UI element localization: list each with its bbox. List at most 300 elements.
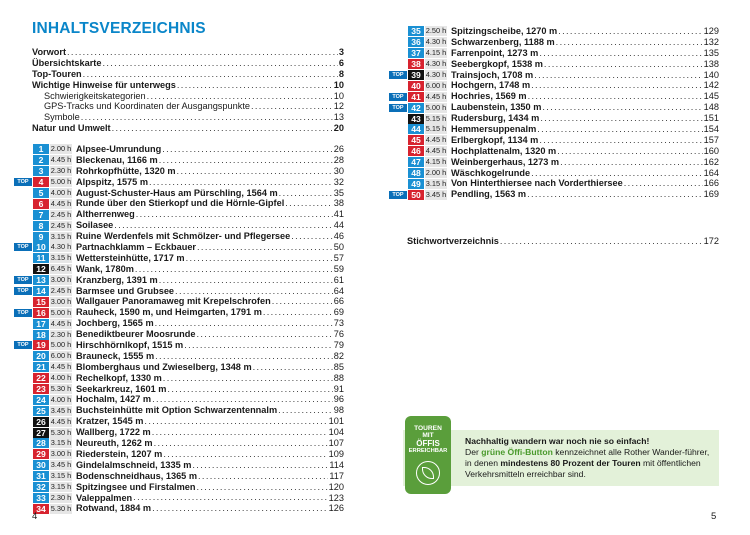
top-badge-empty — [389, 27, 407, 35]
tour-name: Schwarzenberg, 1188 m — [451, 36, 555, 47]
tour-number: 32 — [33, 482, 49, 492]
tour-page: 145 — [703, 91, 719, 102]
tour-entry[interactable] — [14, 155, 344, 166]
dot-leader — [500, 236, 703, 247]
tour-duration: 3.45 h — [50, 405, 72, 415]
dot-leader — [624, 178, 703, 189]
tour-duration: 2.30 h — [50, 166, 72, 176]
dot-leader — [557, 146, 702, 157]
toc-page: 20 — [333, 123, 344, 134]
dot-leader — [531, 80, 703, 91]
tour-name: Pendling, 1563 m — [451, 189, 527, 200]
tour-entry[interactable] — [389, 146, 719, 157]
toc-entry[interactable] — [32, 47, 344, 58]
top-badge: TOP — [389, 191, 407, 199]
tour-name: Neureuth, 1262 m — [76, 438, 153, 449]
toc-entry[interactable] — [32, 80, 344, 91]
dot-leader — [544, 59, 703, 70]
tour-duration: 3.15 h — [50, 471, 72, 481]
tour-name: Rechelkopf, 1330 m — [76, 372, 162, 383]
tour-entry[interactable] — [14, 220, 344, 231]
tour-name: Barmsee und Grubsee — [76, 285, 175, 296]
dot-leader — [558, 26, 702, 37]
tour-entry[interactable] — [389, 26, 719, 37]
tour-page: 73 — [333, 318, 344, 329]
tour-page: 109 — [328, 448, 344, 459]
tour-number: 43 — [408, 114, 424, 124]
tour-number: 29 — [33, 449, 49, 459]
tour-duration: 5.30 h — [50, 503, 72, 513]
tour-number: 47 — [408, 157, 424, 167]
tour-duration: 3.00 h — [50, 296, 72, 306]
tour-page: 157 — [703, 134, 719, 145]
tour-number: 5 — [33, 188, 49, 198]
tour-name: Kranzberg, 1391 m — [76, 274, 158, 285]
tour-name: Erlbergkopf, 1134 m — [451, 134, 539, 145]
toc-entry[interactable] — [32, 123, 344, 134]
tour-duration: 2.45 h — [50, 286, 72, 296]
tour-number: 24 — [33, 395, 49, 405]
tour-page: 132 — [703, 36, 719, 47]
dot-leader — [102, 58, 337, 69]
dot-leader — [163, 449, 327, 460]
top-badge-empty — [14, 145, 32, 153]
tour-name: Valeppalmen — [76, 492, 133, 503]
tour-page: 82 — [333, 350, 344, 361]
tour-number: 26 — [33, 417, 49, 427]
dot-leader — [192, 460, 328, 471]
top-badge: TOP — [14, 178, 32, 186]
tour-page: 46 — [333, 231, 344, 242]
dot-leader — [291, 231, 333, 242]
tour-page: 126 — [328, 503, 344, 514]
tour-entry[interactable] — [14, 493, 344, 504]
tour-name: Runde über den Stierkopf und die Hörnle-Gipfel — [76, 198, 285, 209]
tour-name: Hemmersuppenalm — [451, 124, 537, 135]
stichwort-page: 172 — [703, 236, 719, 246]
tour-name: Rohrkopfhütte, 1320 m — [76, 165, 176, 176]
tour-number: 7 — [33, 210, 49, 220]
top-badge-empty — [14, 200, 32, 208]
tour-entry[interactable] — [389, 157, 719, 168]
dot-leader — [114, 220, 332, 231]
top-badge-empty — [14, 298, 32, 306]
top-badge-empty — [14, 352, 32, 360]
tour-number: 39 — [408, 70, 424, 80]
stichwort-entry[interactable] — [407, 236, 719, 247]
tour-number: 48 — [408, 168, 424, 178]
tour-page: 30 — [333, 165, 344, 176]
dot-leader — [556, 37, 703, 48]
tour-number: 30 — [33, 460, 49, 470]
tour-duration: 5.00 h — [425, 102, 447, 112]
toc-page: 3 — [338, 46, 344, 57]
top-badge: TOP — [14, 341, 32, 349]
tour-page: 101 — [328, 416, 344, 427]
tour-page: 160 — [703, 145, 719, 156]
tour-entry[interactable] — [14, 166, 344, 177]
tour-page: 28 — [333, 154, 344, 165]
tour-duration: 4.00 h — [50, 373, 72, 383]
tour-entry[interactable] — [14, 231, 344, 242]
tour-name: Riederstein, 1207 m — [76, 448, 163, 459]
toc-label: Schwierigkeitskategorien — [44, 90, 146, 101]
tour-entry[interactable] — [14, 460, 344, 471]
toc-entry[interactable] — [32, 58, 344, 69]
tour-name: Wäschkogelrunde — [451, 167, 531, 178]
tour-entry[interactable] — [14, 177, 344, 188]
tour-entry[interactable] — [389, 124, 719, 135]
tour-duration: 3.00 h — [50, 275, 72, 285]
tour-name: Blomberghaus und Zwieselberg, 1348 m — [76, 361, 252, 372]
tour-entry[interactable] — [389, 168, 719, 179]
tour-entry[interactable] — [389, 91, 719, 102]
tour-duration: 4.45 h — [50, 198, 72, 208]
dot-leader — [162, 144, 333, 155]
tour-number: 18 — [33, 330, 49, 340]
tour-page: 69 — [333, 307, 344, 318]
tour-entry[interactable] — [389, 80, 719, 91]
dot-leader — [542, 102, 702, 113]
tour-number: 34 — [33, 504, 49, 514]
tour-entry[interactable] — [389, 37, 719, 48]
tour-entry[interactable] — [389, 102, 719, 113]
stichwort-label: Stichwortverzeichnis — [407, 236, 499, 246]
tour-duration: 4.45 h — [50, 155, 72, 165]
tour-duration: 3.15 h — [50, 253, 72, 263]
tour-number: 50 — [408, 190, 424, 200]
tour-entry[interactable] — [14, 503, 344, 514]
top-badge-empty — [14, 407, 32, 415]
tour-entry[interactable] — [14, 318, 344, 329]
oeffi-body-bold: mindestens 80 Prozent der Touren — [500, 458, 641, 468]
toc-entry[interactable] — [32, 69, 344, 80]
oeffi-body-green: grüne Öffi-Button — [481, 447, 553, 457]
oeffi-body-3: mit öffentlichen Verkehrsmitteln erreichbar sind. — [465, 458, 701, 479]
top-badge-empty — [14, 320, 32, 328]
tour-number: 35 — [408, 26, 424, 36]
tour-entry[interactable] — [14, 242, 344, 253]
dot-leader — [528, 91, 703, 102]
tour-name: Seekarkreuz, 1601 m — [76, 383, 167, 394]
top-badge: TOP — [14, 276, 32, 284]
tour-name: Rauheck, 1590 m, und Heimgarten, 1791 m — [76, 307, 262, 318]
dot-leader — [135, 264, 333, 275]
dot-leader — [167, 384, 332, 395]
toc-label: GPS-Tracks und Koordinaten der Ausgangspunkte — [44, 101, 250, 112]
top-badge-empty — [14, 211, 32, 219]
tour-name: Farrenpoint, 1273 m — [451, 47, 539, 58]
tour-number: 46 — [408, 146, 424, 156]
tour-name: Jochberg, 1565 m — [76, 318, 154, 329]
dot-leader — [81, 112, 333, 123]
tour-entry[interactable] — [389, 189, 719, 200]
tour-entry[interactable] — [14, 427, 344, 438]
tour-entry[interactable] — [14, 209, 344, 220]
tour-page: 32 — [333, 176, 344, 187]
tour-entry[interactable] — [14, 394, 344, 405]
dot-leader — [197, 242, 333, 253]
dot-leader — [67, 47, 338, 58]
tour-page: 120 — [328, 481, 344, 492]
tour-entry[interactable] — [14, 416, 344, 427]
dot-leader — [175, 286, 333, 297]
tour-page: 104 — [328, 427, 344, 438]
tour-name: Hochplattenalm, 1320 m — [451, 145, 557, 156]
top-badge: TOP — [389, 93, 407, 101]
toc-entry[interactable] — [32, 91, 344, 102]
oeffi-body-2: kennzeichnet alle Rother Wander-führer, in denen — [465, 447, 710, 468]
tour-entry[interactable] — [14, 264, 344, 275]
tour-name: Altherrenweg — [76, 209, 135, 220]
tour-entry[interactable] — [14, 198, 344, 209]
tour-entry[interactable] — [14, 351, 344, 362]
tour-duration: 3.15 h — [50, 231, 72, 241]
toc-page: 13 — [333, 112, 344, 123]
top-badge-empty — [389, 115, 407, 123]
tour-duration: 5.00 h — [50, 307, 72, 317]
tour-entry[interactable] — [389, 135, 719, 146]
tour-entry[interactable] — [389, 113, 719, 124]
top-badge: TOP — [14, 309, 32, 317]
dot-leader — [263, 307, 333, 318]
tour-page: 26 — [333, 144, 344, 154]
tour-duration: 3.45 h — [50, 460, 72, 470]
tour-number: 11 — [33, 253, 49, 263]
top-badge-empty — [14, 189, 32, 197]
tour-name: Brauneck, 1555 m — [76, 350, 155, 361]
tour-entry[interactable] — [14, 329, 344, 340]
tour-entry[interactable] — [14, 275, 344, 286]
toc-label: Wichtige Hinweise für unterwegs — [32, 79, 176, 90]
toc-list — [32, 47, 344, 134]
tour-page: 164 — [703, 167, 719, 178]
tour-number: 20 — [33, 351, 49, 361]
tour-number: 17 — [33, 319, 49, 329]
tour-entry[interactable] — [14, 405, 344, 416]
tour-duration: 5.15 h — [425, 124, 447, 134]
tour-duration: 4.45 h — [425, 91, 447, 101]
tour-entry[interactable] — [14, 144, 344, 155]
tour-entry[interactable] — [14, 188, 344, 199]
tour-entry[interactable] — [389, 48, 719, 59]
tour-name: Wank, 1780m — [76, 263, 134, 274]
tour-number: 8 — [33, 221, 49, 231]
page-title: INHALTSVERZEICHNIS — [32, 20, 206, 37]
tour-page: 148 — [703, 102, 719, 113]
tour-name: Wettersteinhütte, 1717 m — [76, 252, 185, 263]
tour-page: 44 — [333, 220, 344, 231]
top-badge-empty — [14, 450, 32, 458]
tour-number: 2 — [33, 155, 49, 165]
top-badge-empty — [14, 363, 32, 371]
tour-number: 22 — [33, 373, 49, 383]
tour-duration: 3.15 h — [50, 482, 72, 492]
tour-number: 13 — [33, 275, 49, 285]
tour-page: 169 — [703, 189, 719, 200]
tour-duration: 4.45 h — [50, 318, 72, 328]
tour-duration: 2.45 h — [50, 220, 72, 230]
tour-entry[interactable] — [14, 307, 344, 318]
tour-page: 61 — [333, 274, 344, 285]
dot-leader — [177, 166, 333, 177]
tour-entry[interactable] — [389, 59, 719, 70]
tour-entry[interactable] — [14, 373, 344, 384]
tour-duration: 5.15 h — [425, 113, 447, 123]
tour-entry[interactable] — [14, 286, 344, 297]
tour-duration: 4.15 h — [425, 48, 447, 58]
tour-page: 96 — [333, 394, 344, 405]
tour-page: 151 — [703, 113, 719, 124]
tour-entry[interactable] — [14, 340, 344, 351]
tour-duration: 3.00 h — [50, 449, 72, 459]
tour-page: 142 — [703, 80, 719, 91]
tour-page: 117 — [329, 470, 344, 481]
top-badge-empty — [14, 461, 32, 469]
tour-number: 3 — [33, 166, 49, 176]
oeffi-badge — [405, 416, 451, 494]
tour-duration: 4.45 h — [425, 135, 447, 145]
tour-page: 114 — [329, 459, 344, 470]
toc-page: 10 — [333, 90, 344, 101]
tour-number: 33 — [33, 493, 49, 503]
tour-number: 45 — [408, 135, 424, 145]
tour-name: Hochgern, 1748 m — [451, 80, 531, 91]
tour-number: 23 — [33, 384, 49, 394]
top-badge-empty — [14, 385, 32, 393]
toc-entry[interactable] — [32, 101, 344, 112]
top-badge-empty — [389, 82, 407, 90]
tour-entry[interactable] — [14, 384, 344, 395]
tour-duration: 4.30 h — [50, 242, 72, 252]
tour-page: 140 — [703, 69, 719, 80]
tour-name: Rotwand, 1884 m — [76, 503, 152, 514]
tour-entry[interactable] — [14, 471, 344, 482]
top-badge: TOP — [389, 104, 407, 112]
tour-page: 138 — [703, 58, 719, 69]
right-page — [375, 0, 750, 535]
tour-entry[interactable] — [14, 296, 344, 307]
dot-leader — [196, 482, 327, 493]
toc-page: 8 — [338, 68, 344, 79]
top-badge-empty — [14, 494, 32, 502]
tour-number: 27 — [33, 428, 49, 438]
top-badge: TOP — [14, 287, 32, 295]
toc-page: 6 — [338, 57, 344, 68]
tour-entry[interactable] — [14, 362, 344, 373]
page-number-left: 4 — [32, 511, 38, 522]
tour-page: 166 — [703, 178, 719, 189]
dot-leader — [144, 416, 327, 427]
dot-leader — [177, 80, 333, 91]
tour-entry[interactable] — [14, 449, 344, 460]
tour-name: Von Hinterthiersee nach Vorderthiersee — [451, 178, 623, 189]
top-badge-empty — [389, 158, 407, 166]
tour-duration: 4.45 h — [50, 362, 72, 372]
dot-leader — [163, 373, 333, 384]
dot-leader — [196, 329, 332, 340]
tour-number: 38 — [408, 59, 424, 69]
dot-leader — [184, 340, 333, 351]
tour-duration: 6.00 h — [50, 351, 72, 361]
tour-number: 1 — [33, 144, 49, 154]
tour-page: 91 — [333, 383, 344, 394]
tour-entry[interactable] — [389, 70, 719, 81]
tour-number: 41 — [408, 92, 424, 102]
top-badge-empty — [14, 418, 32, 426]
oeffi-text — [465, 436, 715, 480]
oeffi-body — [465, 447, 715, 480]
dot-leader — [159, 275, 333, 286]
tour-entry[interactable] — [389, 178, 719, 189]
top-badge-empty — [389, 180, 407, 188]
tour-duration: 2.30 h — [50, 492, 72, 502]
tour-number: 25 — [33, 406, 49, 416]
tour-entry[interactable] — [14, 253, 344, 264]
tour-number: 19 — [33, 340, 49, 350]
dot-leader — [186, 253, 333, 264]
tour-page: 50 — [333, 242, 344, 253]
tour-number: 21 — [33, 362, 49, 372]
tour-name: Seebergkopf, 1538 m — [451, 58, 543, 69]
top-badge-empty — [14, 429, 32, 437]
tour-page: 135 — [703, 47, 719, 58]
dot-leader — [527, 189, 703, 200]
toc-entry[interactable] — [32, 112, 344, 123]
toc-label: Übersichtskarte — [32, 57, 102, 68]
dot-leader — [154, 438, 328, 449]
tour-number: 31 — [33, 471, 49, 481]
dot-leader — [539, 48, 702, 59]
tour-duration: 4.00 h — [50, 188, 72, 197]
top-badge-empty — [14, 222, 32, 230]
dot-leader — [149, 177, 333, 188]
tour-duration: 4.45 h — [425, 146, 447, 156]
tour-name: Alpspitz, 1575 m — [76, 176, 148, 187]
tour-name: Partnachklamm – Eckbauer — [76, 242, 197, 253]
tour-entry[interactable] — [14, 482, 344, 493]
top-badge-empty — [389, 125, 407, 133]
tour-number: 40 — [408, 81, 424, 91]
leaf-icon — [416, 461, 440, 485]
dot-leader — [540, 113, 702, 124]
tour-entry[interactable] — [14, 438, 344, 449]
dot-leader — [272, 296, 333, 307]
tour-name: Buchsteinhütte mit Option Schwarzentennalm — [76, 405, 278, 416]
toc-label: Top-Touren — [32, 68, 82, 79]
tour-number: 4 — [33, 177, 49, 187]
top-badge: TOP — [14, 243, 32, 251]
tour-number: 15 — [33, 297, 49, 307]
dot-leader — [534, 70, 702, 81]
tour-name: Gindelalmschneid, 1335 m — [76, 459, 192, 470]
dot-leader — [155, 351, 333, 362]
tour-number: 49 — [408, 179, 424, 189]
tour-number: 10 — [33, 242, 49, 252]
tour-page: 88 — [333, 372, 344, 383]
tour-name: Wallberg, 1722 m — [76, 427, 151, 438]
page-number-right: 5 — [711, 511, 717, 522]
tour-duration: 4.30 h — [425, 59, 447, 69]
dot-leader — [152, 394, 333, 405]
tour-duration: 6.45 h — [50, 264, 72, 274]
toc-page: 10 — [333, 79, 344, 90]
tour-duration: 4.30 h — [425, 70, 447, 79]
tour-number: 12 — [33, 264, 49, 274]
top-badge-empty — [14, 396, 32, 404]
tour-page: 79 — [333, 340, 344, 351]
tour-duration: 3.15 h — [50, 438, 72, 448]
